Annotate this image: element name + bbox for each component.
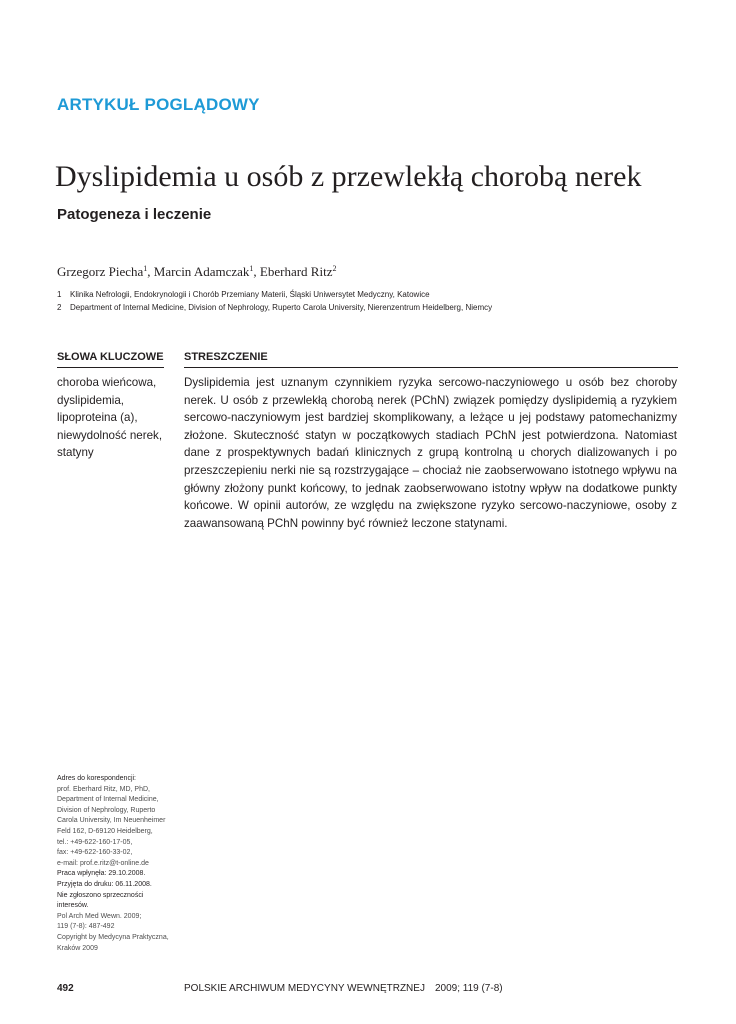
affiliation-text: Department of Internal Medicine, Division of Nephrology, Ruperto Carola University, Nierenzentrum Heidelberg, Niemcy	[70, 303, 493, 312]
author-name: Eberhard Ritz	[259, 264, 333, 279]
keywords-list	[57, 374, 167, 462]
copyright: Kraków 2009	[57, 944, 98, 952]
correspondence-line: prof. Eberhard Ritz, MD, PhD,	[57, 785, 150, 793]
journal-issue: 2009; 119 (7-8)	[434, 983, 503, 994]
accepted-date: Przyjęta do druku: 06.11.2008.	[57, 880, 152, 888]
correspondence-line: fax: +49-622-160-33-02,	[57, 849, 133, 857]
keyword-item: dyslipidemia,	[57, 393, 125, 407]
correspondence-line: Feld 162, D-69120 Heidelberg,	[57, 827, 153, 835]
keywords-heading: SŁOWA KLUCZOWE	[57, 351, 164, 363]
page-number: 492	[57, 983, 74, 994]
correspondence-line: Division of Nephrology, Ruperto	[57, 806, 156, 814]
author-affiliation-marker: 1	[143, 264, 148, 273]
section-label: ARTYKUŁ POGLĄDOWY	[57, 95, 260, 114]
abstract-heading: STRESZCZENIE	[184, 351, 268, 363]
article-subtitle: Patogeneza i leczenie	[57, 206, 212, 223]
keyword-item: statyny	[57, 446, 94, 460]
correspondence-line: Department of Internal Medicine,	[57, 796, 159, 804]
abstract-divider	[184, 367, 678, 368]
citation: Pol Arch Med Wewn. 2009;	[57, 912, 142, 920]
copyright: Copyright by Medycyna Praktyczna,	[57, 933, 169, 941]
correspondence-line: Carola University, Im Neuenheimer	[57, 817, 166, 825]
keyword-item: choroba wieńcowa,	[57, 376, 157, 389]
correspondence-line: tel.: +49-622-160-17-05,	[57, 838, 133, 846]
author-name: Marcin Adamczak	[153, 264, 250, 279]
journal-name: POLSKIE ARCHIWUM MEDYCYNY WEWNĘTRZNEJ	[184, 983, 425, 994]
author-affiliation-marker: 1	[249, 264, 254, 273]
conflict-statement: Nie zgłoszono sprzeczności	[57, 891, 144, 899]
abstract-text: Dyslipidemia jest uznanym czynnikiem ryzyka sercowo-naczyniowego u osób bez choroby nerek. U osób z przewlekłą chorobą nerek (PChN) związek pomiędzy dyslipidemią a ryzykiem sercowo-naczyniowym jest bardziej skomplikowany, a leżące u jej podstawy patomechanizmy złożone. Skuteczność statyn w początkowych stadiach PChN jest potwierdzona. Natomiast dane z prospektywnych badań klinicznych z grupą kontrolną u chorych dializowanych i po przeszczepieniu nerki nie są rozstrzygające – chociaż nie zaobserwowano istotnego wpływu na główny złożony punkt końcowy, to jednak zaobserwowano istotny wpływ na dodatkowe punkty końcowe. W opinii autorów, ze względu na zwiększone ryzyko sercowo-naczyniowe, osoby z zaawansowaną PChN powinny być również leczone statynami.	[184, 376, 677, 530]
author-list: Grzegorz Piecha$^1$, Marcin Adamczak$^1$, Eberhard Ritz$^2$	[57, 264, 337, 279]
conflict-statement: interesów.	[57, 902, 89, 910]
keyword-item: niewydolność nerek,	[57, 428, 163, 442]
received-date: Praca wpłynęła: 29.10.2008.	[57, 870, 146, 878]
affiliation-text: Klinika Nefrologii, Endokrynologii i Chorób Przemiany Materii, Śląski Uniwersytet Medyczny, Katowice	[70, 290, 430, 299]
citation: 119 (7-8): 487-492	[57, 923, 115, 931]
affiliation	[57, 303, 492, 312]
correspondence-email[interactable]: e-mail: prof.e.ritz@t-online.de	[57, 859, 149, 867]
author-name: Grzegorz Piecha	[57, 264, 144, 279]
affiliation-number: 2	[57, 303, 62, 312]
correspondence-heading: Adres do korespondencji:	[57, 775, 136, 782]
keyword-item: lipoproteina (a),	[57, 411, 138, 425]
correspondence-block	[57, 774, 177, 954]
affiliation-number: 1	[57, 290, 62, 299]
keywords-divider	[57, 367, 164, 368]
author-affiliation-marker: 2	[332, 264, 337, 273]
article-title: Dyslipidemia u osób z przewlekłą chorobą nerek	[55, 160, 642, 193]
running-footer	[184, 983, 503, 994]
affiliation	[57, 290, 430, 299]
